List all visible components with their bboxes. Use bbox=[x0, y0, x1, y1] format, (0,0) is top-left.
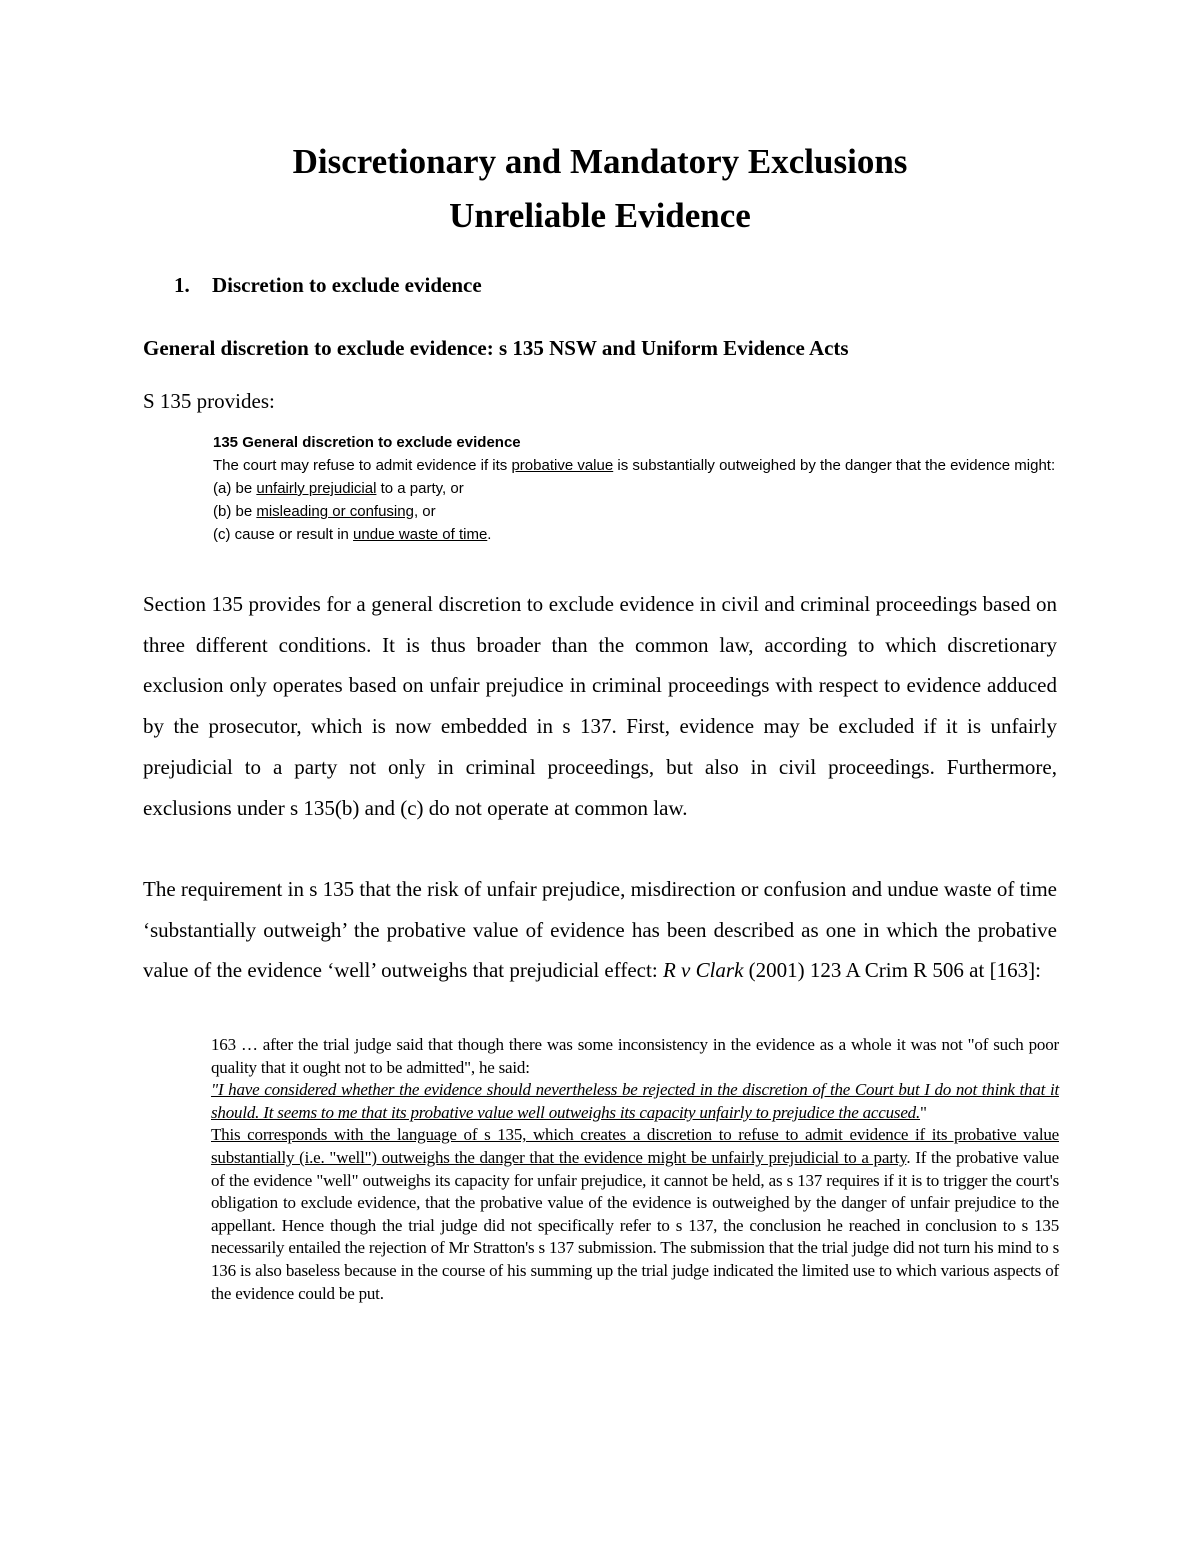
sub-heading: General discretion to exclude evidence: s 135 NSW and Uniform Evidence Acts bbox=[143, 336, 849, 360]
quote-body bbox=[211, 1079, 1059, 1305]
paragraph-2-text: The requirement in s 135 that the risk of unfair prejudice, misdirection or confusion and undue waste of time ‘substantially outweigh’ the probative value of evidence has been described as one in which the probative value of the evidence ‘well’ outweighs that prejudicial effect: bbox=[143, 877, 1057, 983]
statute-item-b-prefix: (b) be bbox=[213, 503, 257, 520]
section-number: 1. bbox=[174, 273, 190, 297]
body-paragraph-1: Section 135 provides for a general discretion to exclude evidence in civil and criminal proceedings based on three different conditions. It is thus broader than the common law, according to which discretionary exclusion only operates based on unfair prejudice in criminal proceedings with respect to evidence adduced by the prosecutor, which is now embedded in s 137. First, evidence may be excluded if it is unfairly prejudicial to a party not only in criminal proceedings, but also in civil proceedings. Furthermore, exclusions under s 135(b) and (c) do not operate at common law. bbox=[143, 592, 1057, 820]
statute-item-b-underlined: misleading or confusing bbox=[256, 503, 414, 520]
statute-item-a-prefix: (a) be bbox=[213, 480, 257, 497]
statute-title: 135 General discretion to exclude evidence bbox=[213, 434, 521, 451]
intro-text: S 135 provides: bbox=[143, 389, 275, 413]
quote-rest: . If the probative value of the evidence "well" outweighs its capacity for unfair prejudice, it cannot be held, as s 137 requires if it is to trigger the court's obligation to exclude evidence, that the probative value of the evidence is outweighed by the danger of unfair prejudice to the appellant. Hence though the trial judge did not specifically refer to s 137, the conclusion he reached in conclusion to s 135 necessarily entailed the rejection of Mr Stratton's s 137 submission. The submission that the trial judge did not turn his mind to s 136 is also baseless because in the course of his summing up the trial judge indicated the limited use to which various aspects of the evidence could be put. bbox=[211, 1147, 1059, 1303]
case-name: R v Clark bbox=[662, 958, 744, 983]
statute-item-c bbox=[213, 523, 1063, 546]
statute-item-a-underlined: unfairly prejudicial bbox=[256, 480, 377, 497]
statute-item-a-suffix: to a party, or bbox=[376, 480, 464, 497]
statute-item-b bbox=[213, 500, 1063, 523]
section-heading-text: Discretion to exclude evidence bbox=[212, 273, 482, 297]
statute-item-a bbox=[213, 477, 1063, 500]
document-subtitle: Unreliable Evidence bbox=[449, 196, 751, 235]
body-paragraph-2 bbox=[143, 869, 1057, 991]
block-quote bbox=[211, 1034, 1059, 1305]
statute-item-c-suffix: . bbox=[487, 526, 492, 543]
paragraph-2-citation: (2001) 123 A Crim R 506 at [163]: bbox=[743, 958, 1041, 983]
quote-close-mark: " bbox=[920, 1102, 927, 1122]
statute-item-c-prefix: (c) cause or result in bbox=[213, 526, 354, 543]
statute-lead-text-end: is substantially outweighed by the danger that the evidence might: bbox=[613, 457, 1056, 474]
quote-underlined: This corresponds with the language of s 135, which creates a discretion to refuse to admit evidence if its probative value substantially (i.e. "well") outweighs the danger that the evidence might be unfairly prejudicial to a party bbox=[211, 1125, 1059, 1167]
statute-item-b-suffix: , or bbox=[413, 503, 436, 520]
quote-italic-underlined: "I have considered whether the evidence should nevertheless be rejected in the discretion of the Court but I do not think that it should. It seems to me that its probative value well outweighs its capacity unfairly to prejudice the accused. bbox=[211, 1080, 1059, 1122]
statute-extract bbox=[213, 431, 1063, 546]
statute-item-c-underlined: undue waste of time bbox=[353, 526, 488, 543]
statute-lead bbox=[213, 454, 1063, 477]
document-title: Discretionary and Mandatory Exclusions bbox=[292, 142, 908, 181]
quote-intro: 163 … after the trial judge said that though there was some inconsistency in the evidence as a whole it was not "of such poor quality that it ought not to be admitted", he said: bbox=[211, 1035, 1059, 1077]
section-heading bbox=[174, 272, 482, 298]
statute-lead-underlined: probative value bbox=[511, 457, 614, 474]
statute-lead-text: The court may refuse to admit evidence if its bbox=[213, 457, 512, 474]
